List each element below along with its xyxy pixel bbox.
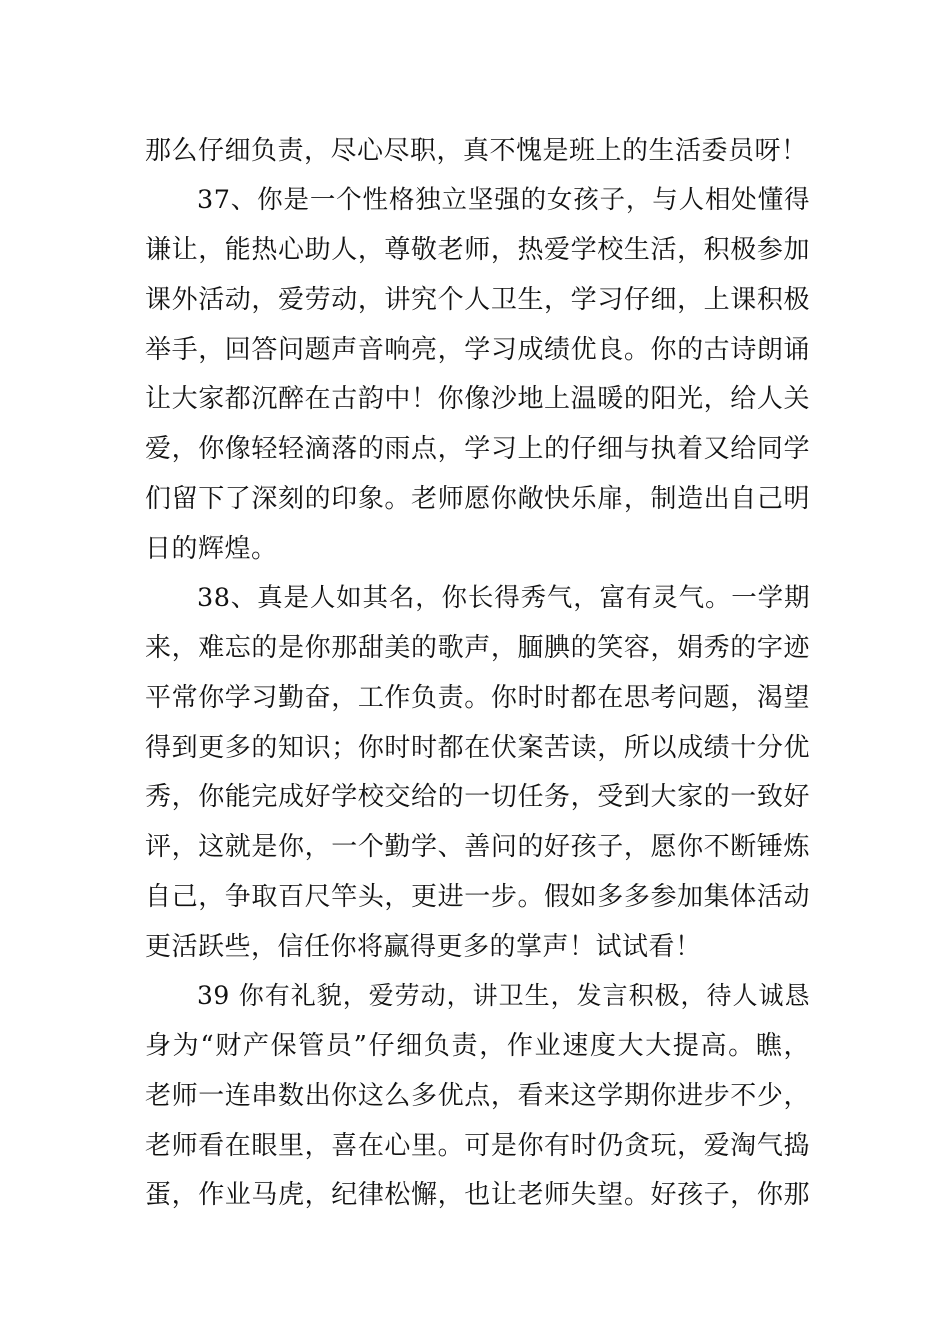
text-line: 平常你学习勤奋，工作负责。你时时都在思考问题，渴望	[145, 683, 810, 713]
text-line: 秀，你能完成好学校交给的一切任务，受到大家的一致好	[145, 782, 810, 812]
text-line: 自己，争取百尺竿头，更进一步。假如多多参加集体活动	[145, 882, 810, 912]
text-line: 那么仔细负责，尽心尽职，真不愧是班上的生活委员呀！	[145, 136, 808, 166]
text-line: 蛋，作业马虎，纪律松懈，也让老师失望。好孩子，你那	[145, 1180, 810, 1210]
paragraph-37-start: 37、你是一个性格独立坚强的女孩子，与人相处懂得	[197, 185, 810, 215]
text-line: 老师一连串数出你这么多优点，看来这学期你进步不少，	[145, 1081, 810, 1111]
text-line: 让大家都沉醉在古韵中！你像沙地上温暖的阳光，给人关	[145, 384, 810, 414]
text-line: 评，这就是你，一个勤学、善问的好孩子，愿你不断锤炼	[145, 832, 810, 862]
text-line: 爱，你像轻轻滴落的雨点，学习上的仔细与执着又给同学	[145, 434, 810, 464]
text-line: 得到更多的知识；你时时都在伏案苦读，所以成绩十分优	[145, 733, 810, 763]
text-line: 们留下了深刻的印象。老师愿你敞快乐扉，制造出自己明	[145, 484, 810, 514]
text-line: 课外活动，爱劳动，讲究个人卫生，学习仔细，上课积极	[145, 285, 810, 315]
text-line: 更活跃些，信任你将赢得更多的掌声！试试看！	[145, 932, 702, 962]
paragraph-39-start: 39 你有礼貌，爱劳动，讲卫生，发言积极，待人诚恳	[197, 981, 810, 1010]
text-line: 日的辉煌。	[145, 534, 278, 564]
text-line: 身为“财产保管员”仔细负责，作业速度大大提高。瞧，	[145, 1031, 810, 1061]
text-line: 谦让，能热心助人，尊敬老师，热爱学校生活，积极参加	[145, 235, 810, 265]
text-line: 老师看在眼里，喜在心里。可是你有时仍贪玩，爱淘气捣	[145, 1131, 810, 1161]
text-line: 举手，回答问题声音响亮，学习成绩优良。你的古诗朗诵	[145, 335, 810, 365]
text-line: 来，难忘的是你那甜美的歌声，腼腆的笑容，娟秀的字迹	[145, 633, 810, 663]
paragraph-38-start: 38、真是人如其名，你长得秀气，富有灵气。一学期	[197, 583, 810, 613]
